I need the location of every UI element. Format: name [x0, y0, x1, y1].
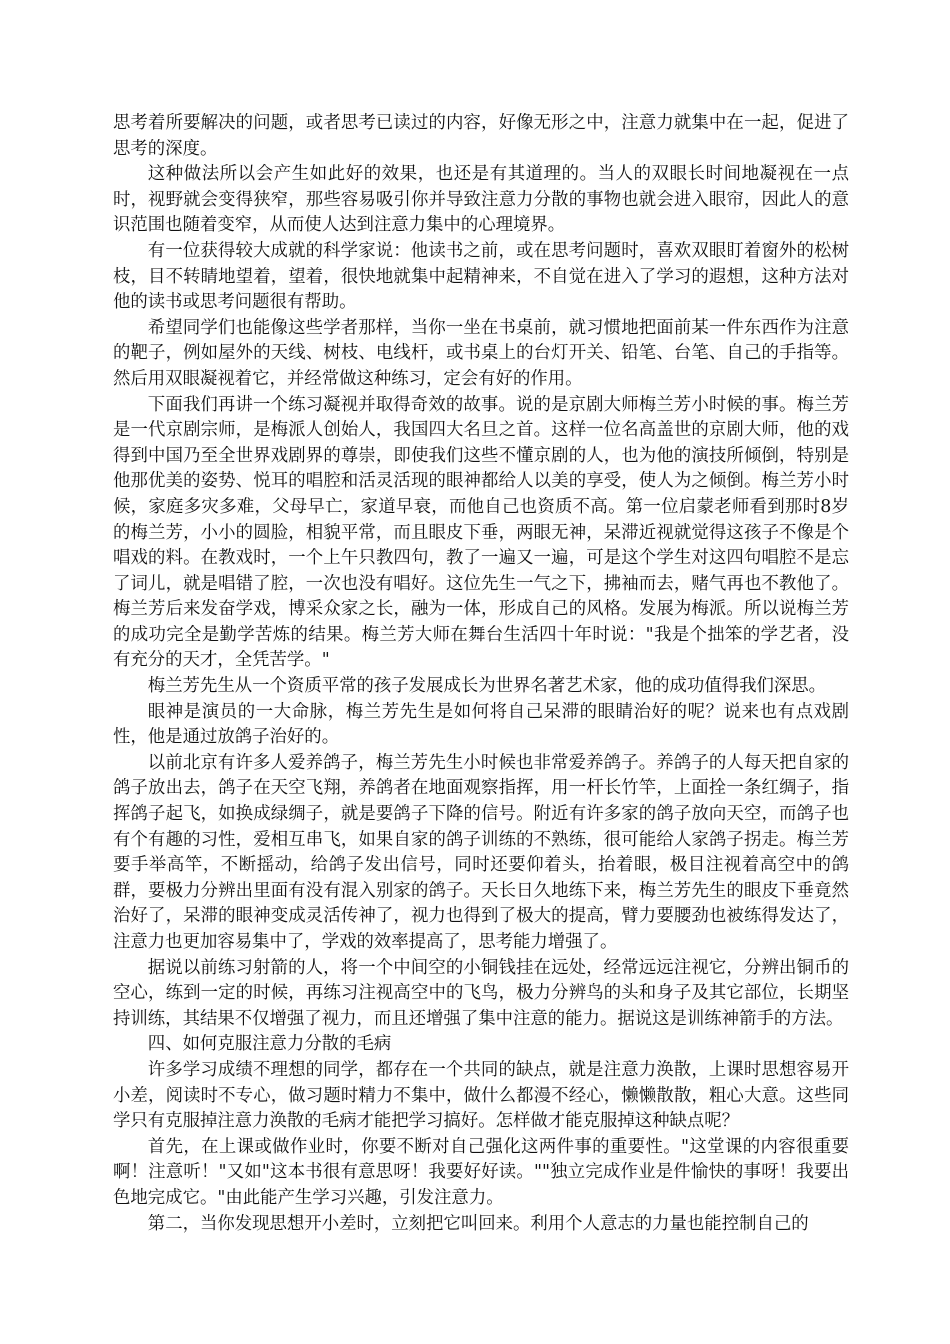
paragraph-continuation: 思考着所要解决的问题，或者思考已读过的内容，好像无形之中，注意力就集中在一起，促进了思考的深度。 [113, 113, 849, 159]
paragraph: 希望同学们也能像这些学者那样，当你一坐在书桌前，就习惯地把面前某一件东西作为注意的靶子，例如屋外的天线、树枝、电线杆，或书桌上的台灯开关、铅笔、台笔、自己的手指等。然后用双眼凝视着它，并经常做这种练习，定会有好的作用。 [113, 317, 849, 389]
paragraph: 这种做法所以会产生如此好的效果，也还是有其道理的。当人的双眼长时间地凝视在一点时，视野就会变得狭窄，那些容易吸引你并导致注意力分散的事物也就会进入眼帘，因此人的意识范围也随着变窄，从而使人达到注意力集中的心理境界。 [113, 164, 849, 236]
paragraph: 第二，当你发现思想开小差时，立刻把它叫回来。利用个人意志的力量也能控制自己的 [147, 1213, 809, 1234]
paragraph: 首先，在上课或做作业时，你要不断对自己强化这两件事的重要性。"这堂课的内容很重要啊！注意听！"又如"这本书很有意思呀！我要好好读。""独立完成作业是件愉快的事呀！我要出色地完成它。"由此能产生学习兴趣，引发注意力。 [113, 1136, 849, 1208]
paragraph: 据说以前练习射箭的人，将一个中间空的小铜钱挂在远处，经常远远注视它，分辨出铜币的空心，练到一定的时候，再练习注视高空中的飞鸟，极力分辨鸟的头和身子及其它部位，长期坚持训练，其结果不仅增强了视力，而且还增强了集中注意的能力。据说这是训练神箭手的方法。 [113, 957, 849, 1029]
paragraph: 下面我们再讲一个练习凝视并取得奇效的故事。说的是京剧大师梅兰芳小时候的事。梅兰芳是一代京剧宗师，是梅派人创始人，我国四大名旦之首。这样一位名高盖世的京剧大师，他的戏得到中国乃至全世界戏剧界的尊崇，即使我们这些不懂京剧的人，也为他的演技所倾倒，特别是他那优美的姿势、悦耳的唱腔和活灵活现的眼神都给人以美的享受，使人为之倾倒。梅兰芳小时候，家庭多灾多难，父母早亡，家道早衰，而他自己也资质不高。第一位启蒙老师看到那时8岁的梅兰芳，小小的圆脸，相貌平常，而且眼皮下垂，两眼无神，呆滞近视就觉得这孩子不像是个唱戏的料。在教戏时，一个上午只教四句，教了一遍又一遍，可是这个学生对这四句唱腔不是忘了词儿，就是唱错了腔，一次也没有唱好。这位先生一气之下，拂袖而去，赌气再也不教他了。梅兰芳后来发奋学戏，博采众家之长，融为一体，形成自己的风格。发展为梅派。所以说梅兰芳的成功完全是勤学苦炼的结果。梅兰芳大师在舞台生活四十年时说："我是个拙笨的学艺者，没有充分的天才，全凭苦学。" [113, 394, 849, 671]
section-heading: 四、如何克服注意力分散的毛病 [147, 1034, 392, 1055]
paragraph: 梅兰芳先生从一个资质平常的孩子发展成长为世界名著艺术家，他的成功值得我们深思。 [147, 676, 827, 697]
paragraph: 许多学习成绩不理想的同学，都存在一个共同的缺点，就是注意力涣散，上课时思想容易开小差，阅读时不专心，做习题时精力不集中，做什么都漫不经心，懒懒散散，粗心大意。这些同学只有克服掉注意力涣散的毛病才能把学习搞好。怎样做才能克服掉这种缺点呢？ [113, 1059, 849, 1132]
document-body [113, 111, 849, 1237]
paragraph: 眼神是演员的一大命脉，梅兰芳先生是如何将自己呆滞的眼睛治好的呢？说来也有点戏剧性，他是通过放鸽子治好的。 [113, 701, 849, 748]
paragraph: 以前北京有许多人爱养鸽子，梅兰芳先生小时候也非常爱养鸽子。养鸽子的人每天把自家的鸽子放出去，鸽子在天空飞翔，养鸽者在地面观察指挥，用一杆长竹竿，上面拴一条红绸子，指挥鸽子起飞，如换成绿绸子，就是要鸽子下降的信号。附近有许多家的鸽子放向天空，而鸽子也有个有趣的习性，爱相互串飞，如果自家的鸽子训练的不熟练，很可能给人家鸽子拐走。梅兰芳要手举高竿，不断摇动，给鸽子发出信号，同时还要仰着头，抬着眼，极目注视着高空中的鸽群，要极力分辨出里面有没有混入别家的鸽子。天长日久地练下来，梅兰芳先生的眼皮下垂竟然治好了，呆滞的眼神变成灵活传神了，视力也得到了极大的提高，臂力要腰劲也被练得发达了，注意力也更加容易集中了，学戏的效率提高了，思考能力增强了。 [113, 752, 849, 952]
paragraph: 有一位获得较大成就的科学家说：他读书之前，或在思考问题时，喜欢双眼盯着窗外的松树枝，目不转睛地望着，望着，很快地就集中起精神来，不自觉在进入了学习的遐想，这种方法对他的读书或思考问题很有帮助。 [113, 240, 849, 313]
